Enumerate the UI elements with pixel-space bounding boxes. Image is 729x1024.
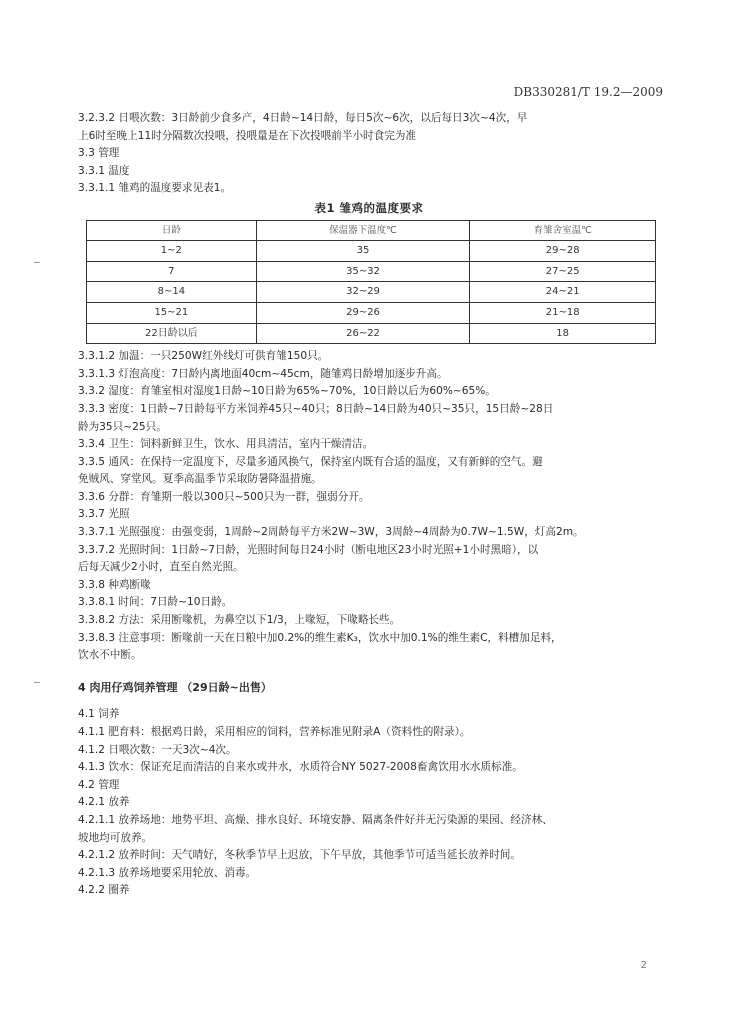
table-cell: 35~32 bbox=[256, 261, 470, 282]
paragraph-line: 3.2.3.2 日喂次数：3日龄前少食多产，4日龄~14日龄，每日5次~6次，以后每日3次~4次，早 bbox=[78, 112, 528, 124]
paragraph-line: 3.3.1.3 灯泡高度：7日龄内离地面40cm~45cm，随雏鸡日龄增加逐步升高。 bbox=[78, 367, 448, 380]
paragraph-line: 4.1.1 肥育料：根据鸡日龄，采用相应的饲料，营养标准见附录A（资料性的附录）。 bbox=[78, 726, 471, 738]
table-cell: 32~29 bbox=[256, 282, 470, 303]
table-cell: 27~25 bbox=[470, 261, 656, 282]
table-cell: 29~28 bbox=[470, 241, 656, 262]
paragraph-line: 龄为35只~25只。 bbox=[78, 420, 167, 433]
table-row bbox=[87, 282, 656, 303]
table-row bbox=[87, 302, 656, 323]
table-cell: 8~14 bbox=[87, 282, 257, 303]
table-cell: 21~18 bbox=[470, 302, 656, 323]
document-body bbox=[78, 110, 660, 900]
paragraph-line: 3.3.3 密度：1日龄~7日龄每平方米饲养45只~40只；8日龄~14日龄为40只~35只，15日龄~28日 bbox=[78, 402, 554, 415]
subsection-heading: 3.3.7 光照 bbox=[78, 508, 130, 521]
table-row bbox=[87, 323, 656, 344]
subsection-heading: 4.2.2 圈养 bbox=[78, 884, 130, 897]
paragraph-line: 后每天减少2小时，直至自然光照。 bbox=[78, 561, 244, 574]
paragraph-line: 4.2.1.2 放养时间：天气晴好，冬秋季节早上迟放，下午早放，其他季节可适当延长放养时间。 bbox=[78, 849, 521, 862]
paragraph-line: 3.3.6 分群：育雏期一般以300只~500只为一群，强弱分开。 bbox=[78, 490, 370, 503]
table-caption: 表1 雏鸡的温度要求 bbox=[314, 200, 424, 215]
subsection-heading: 3.3.8 种鸡断喙 bbox=[78, 578, 151, 591]
table-header-cell: 日龄 bbox=[87, 220, 257, 241]
chapter-heading: 4 肉用仔鸡饲养管理 （29日龄~出售） bbox=[78, 680, 272, 694]
table-cell: 22日龄以后 bbox=[87, 323, 257, 344]
table-cell: 35 bbox=[256, 241, 470, 262]
paragraph-line: 3.3.4 卫生：饲料新鲜卫生，饮水、用具清洁，室内干燥清洁。 bbox=[78, 438, 374, 451]
section-heading: 4.2 管理 bbox=[78, 778, 120, 791]
table-cell: 26~22 bbox=[256, 323, 470, 344]
document-code: DB330281/T 19.2—2009 bbox=[513, 85, 663, 99]
section-heading: 4.1 饲养 bbox=[78, 708, 120, 721]
paragraph-line: 4.1.2 日喂次数：一天3次~4次。 bbox=[78, 743, 237, 756]
page-number: 2 bbox=[640, 960, 647, 971]
paragraph-line: 3.3.1.2 加温：一只250W红外线灯可供育雏150只。 bbox=[78, 350, 329, 363]
paragraph-line: 坡地均可放养。 bbox=[78, 831, 153, 844]
paragraph-line: 4.2.1.3 放养场地要采用轮放、消毒。 bbox=[78, 866, 257, 879]
table-cell: 24~21 bbox=[470, 282, 656, 303]
paragraph-line: 3.3.7.1 光照强度：由强变弱，1周龄~2周龄每平方米2W~3W，3周龄~4周龄为0.7W~1.5W，灯高2m。 bbox=[78, 526, 584, 539]
paragraph-line: 3.3.8.2 方法：采用断喙机，为鼻空以下1/3，上喙短，下喙略长些。 bbox=[78, 614, 401, 627]
paragraph-line: 饮水不中断。 bbox=[78, 649, 142, 662]
table-cell: 15~21 bbox=[87, 302, 257, 323]
paragraph-line: 3.3.8.3 注意事项：断喙前一天在日粮中加0.2%的维生素K₃，饮水中加0.1%的维生素C，料槽加足料， bbox=[78, 631, 562, 644]
subsection-heading: 4.2.1 放养 bbox=[78, 796, 130, 809]
subsection-heading: 3.3.1 温度 bbox=[78, 164, 130, 177]
spacer bbox=[78, 665, 660, 673]
paragraph-line: 上6时至晚上11时分隔数次投喂，投喂量是在下次投喂前半小时食完为准 bbox=[78, 129, 417, 142]
paragraph-line: 4.1.3 饮水：保证充足而清洁的自来水或井水，水质符合NY 5027-2008畜禽饮用水水质标准。 bbox=[78, 761, 523, 774]
paragraph-line: 3.3.1.1 雏鸡的温度要求见表1。 bbox=[78, 182, 232, 195]
section-heading: 3.3 管理 bbox=[78, 147, 120, 160]
table-header-cell: 育雏舍室温℃ bbox=[470, 220, 656, 241]
scan-mark bbox=[34, 262, 40, 263]
table-cell: 1~2 bbox=[87, 241, 257, 262]
table-cell: 18 bbox=[470, 323, 656, 344]
table-row bbox=[87, 241, 656, 262]
table-cell: 29~26 bbox=[256, 302, 470, 323]
paragraph-line: 3.3.5 通风：在保持一定温度下，尽量多通风换气，保持室内既有合适的温度，又有新鲜的空气。避 bbox=[78, 455, 543, 468]
table-header-row bbox=[87, 220, 656, 241]
paragraph-line: 免贼风、穿堂风。夏季高温季节采取防暑降温措施。 bbox=[78, 473, 322, 486]
table-cell: 7 bbox=[87, 261, 257, 282]
paragraph-line: 3.3.2 湿度：育雏室相对湿度1日龄~10日龄为65%~70%，10日龄以后为60%~65%。 bbox=[78, 385, 496, 398]
table-header-cell: 保温器下温度℃ bbox=[256, 220, 470, 241]
temperature-table bbox=[86, 220, 656, 345]
table-row bbox=[87, 261, 656, 282]
paragraph-line: 3.3.7.2 光照时间：1日龄~7日龄，光照时间每日24小时（断电地区23小时光照+1小时黑暗），以 bbox=[78, 543, 539, 556]
paragraph-line: 4.2.1.1 放养场地：地势平坦、高燥、排水良好、环境安静、隔离条件好并无污染源的果园、经济林、 bbox=[78, 813, 553, 826]
paragraph-line: 3.3.8.1 时间：7日龄~10日龄。 bbox=[78, 596, 233, 609]
scan-mark bbox=[34, 682, 40, 683]
